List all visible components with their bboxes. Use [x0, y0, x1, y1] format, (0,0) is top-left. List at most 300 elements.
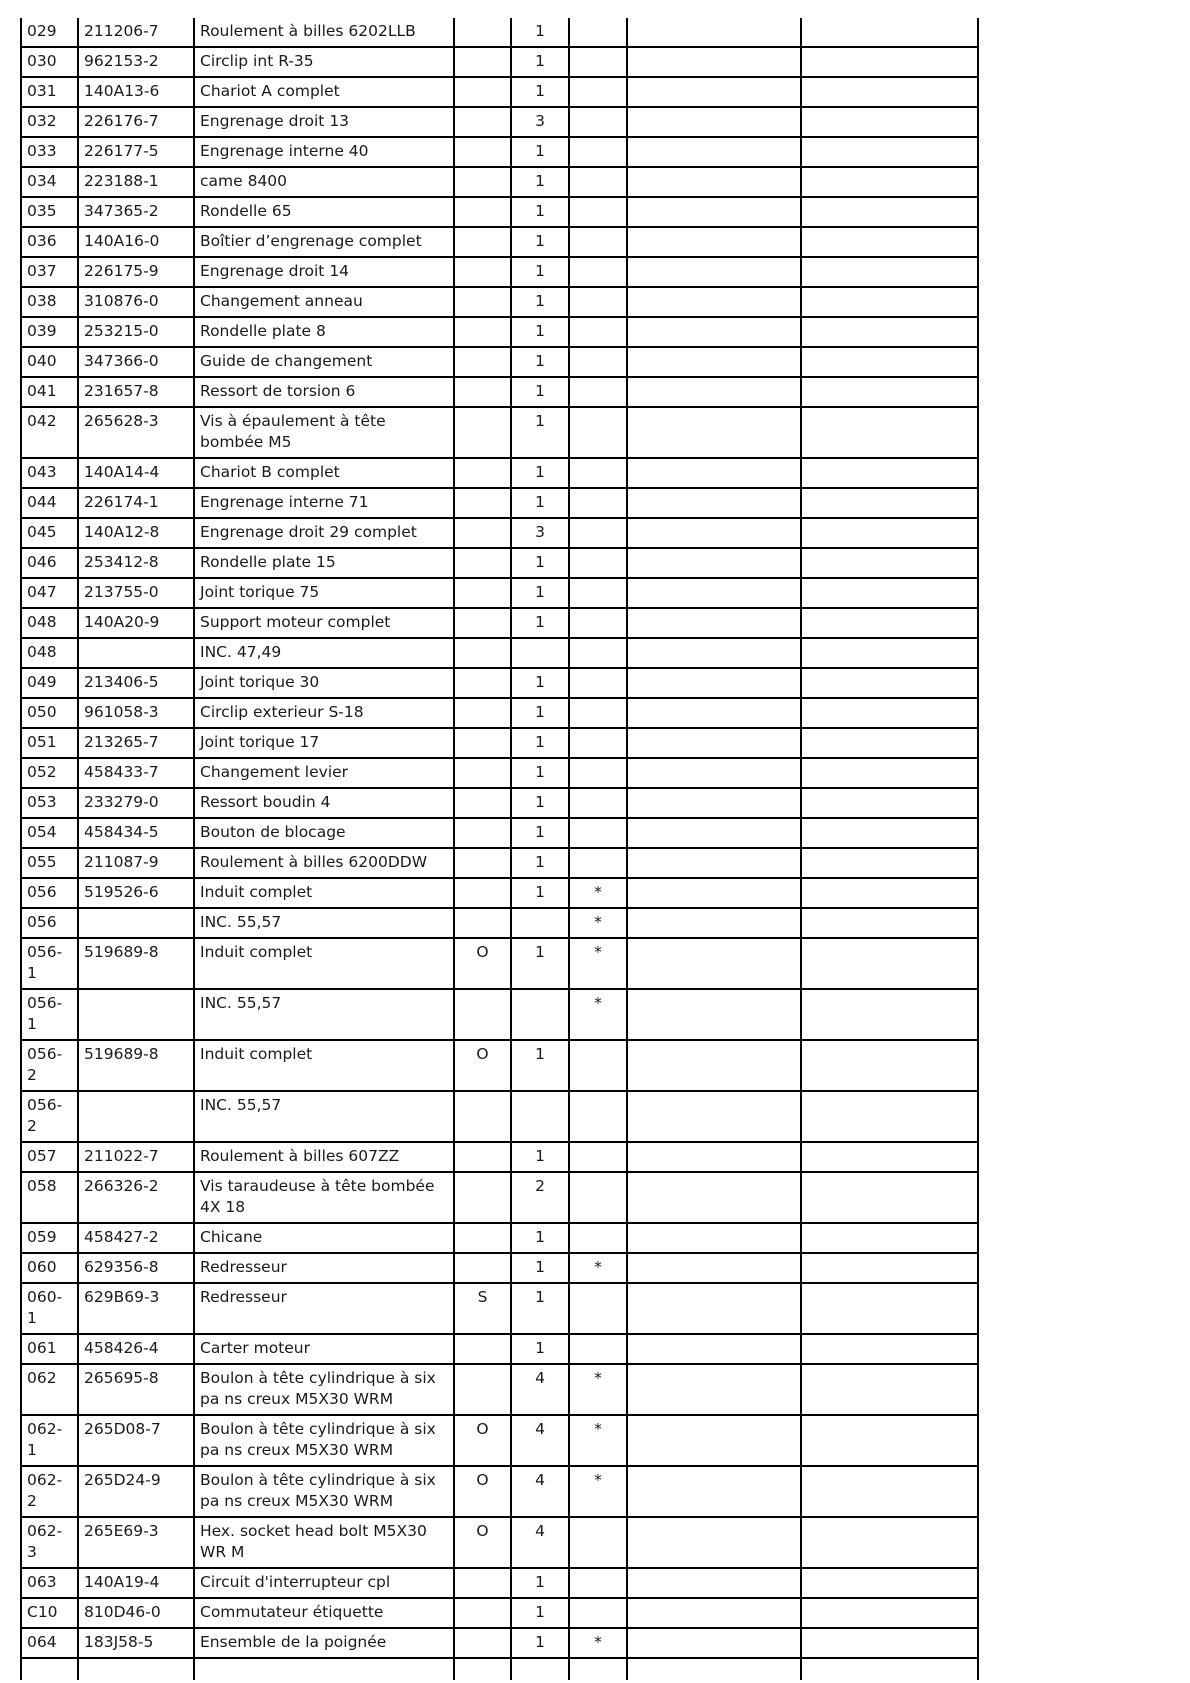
quantity-cell: 1 [511, 668, 569, 698]
item-number-cell: 062-3 [21, 1517, 78, 1568]
blank-cell [801, 578, 978, 608]
part-number-cell: 253215-0 [78, 317, 194, 347]
blank-cell [627, 377, 801, 407]
table-row [21, 1142, 978, 1172]
item-number-cell: 059 [21, 1223, 78, 1253]
blank-cell [627, 1172, 801, 1223]
table-row [21, 1568, 978, 1598]
table-row [21, 848, 978, 878]
table-row [21, 407, 978, 458]
option-code-cell [454, 18, 511, 47]
description-cell: Circlip exterieur S-18 [194, 698, 454, 728]
part-number-cell: 226177-5 [78, 137, 194, 167]
blank-cell [801, 287, 978, 317]
option-code-cell [454, 608, 511, 638]
part-number-cell [78, 638, 194, 668]
table-row [21, 47, 978, 77]
note-mark-cell [569, 47, 627, 77]
note-mark-cell [569, 1517, 627, 1568]
description-cell: Ressort boudin 4 [194, 788, 454, 818]
option-code-cell [454, 1334, 511, 1364]
blank-cell [627, 1253, 801, 1283]
note-mark-cell [569, 1598, 627, 1628]
blank-cell [627, 1091, 801, 1142]
quantity-cell: 1 [511, 377, 569, 407]
table-row [21, 488, 978, 518]
quantity-cell: 1 [511, 548, 569, 578]
table-row [21, 1334, 978, 1364]
blank-cell [627, 728, 801, 758]
option-code-cell: S [454, 1283, 511, 1334]
option-code-cell [454, 167, 511, 197]
part-number-cell: 810D46-0 [78, 1598, 194, 1628]
blank-cell [627, 107, 801, 137]
description-cell: Joint torique 75 [194, 578, 454, 608]
blank-cell [627, 347, 801, 377]
description-cell: Joint torique 17 [194, 728, 454, 758]
description-cell: INC. 55,57 [194, 908, 454, 938]
blank-cell [801, 377, 978, 407]
item-number-cell: 044 [21, 488, 78, 518]
blank-cell [454, 1658, 511, 1680]
blank-cell [801, 167, 978, 197]
quantity-cell: 2 [511, 1172, 569, 1223]
blank-cell [627, 518, 801, 548]
blank-cell [627, 1598, 801, 1628]
part-number-cell [78, 908, 194, 938]
item-number-cell: 056-2 [21, 1040, 78, 1091]
part-number-cell: 140A16-0 [78, 227, 194, 257]
table-row [21, 18, 978, 47]
part-number-cell: 211022-7 [78, 1142, 194, 1172]
description-cell: Chicane [194, 1223, 454, 1253]
table-row [21, 608, 978, 638]
part-number-cell: 213755-0 [78, 578, 194, 608]
blank-cell [627, 1517, 801, 1568]
note-mark-cell [569, 1568, 627, 1598]
blank-cell [627, 1142, 801, 1172]
table-row [21, 287, 978, 317]
description-cell: Redresseur [194, 1253, 454, 1283]
item-number-cell: 063 [21, 1568, 78, 1598]
quantity-cell: 1 [511, 407, 569, 458]
table-row [21, 698, 978, 728]
blank-cell [627, 47, 801, 77]
option-code-cell [454, 1253, 511, 1283]
quantity-cell [511, 1091, 569, 1142]
quantity-cell: 4 [511, 1517, 569, 1568]
option-code-cell [454, 458, 511, 488]
note-mark-cell [569, 287, 627, 317]
option-code-cell [454, 488, 511, 518]
parts-list-table [20, 18, 979, 1680]
item-number-cell: 040 [21, 347, 78, 377]
quantity-cell: 1 [511, 257, 569, 287]
blank-cell [627, 788, 801, 818]
quantity-cell: 1 [511, 1142, 569, 1172]
quantity-cell: 1 [511, 698, 569, 728]
quantity-cell: 1 [511, 137, 569, 167]
table-row [21, 758, 978, 788]
item-number-cell: 043 [21, 458, 78, 488]
table-row [21, 1466, 978, 1517]
description-cell: Chariot B complet [194, 458, 454, 488]
quantity-cell: 1 [511, 47, 569, 77]
blank-cell [801, 878, 978, 908]
item-number-cell: 037 [21, 257, 78, 287]
quantity-cell: 1 [511, 1283, 569, 1334]
description-cell: Vis à épaulement à tête bombée M5 [194, 407, 454, 458]
option-code-cell: O [454, 1466, 511, 1517]
blank-cell [801, 488, 978, 518]
blank-cell [801, 1223, 978, 1253]
blank-cell [801, 197, 978, 227]
note-mark-cell [569, 77, 627, 107]
blank-cell [627, 1364, 801, 1415]
option-code-cell [454, 1172, 511, 1223]
description-cell: Boulon à tête cylindrique à six pa ns creux M5X30 WRM [194, 1415, 454, 1466]
part-number-cell: 140A20-9 [78, 608, 194, 638]
item-number-cell: 062-2 [21, 1466, 78, 1517]
part-number-cell: 519689-8 [78, 1040, 194, 1091]
part-number-cell: 211206-7 [78, 18, 194, 47]
note-mark-cell [569, 107, 627, 137]
note-mark-cell: * [569, 1364, 627, 1415]
description-cell: Roulement à billes 6200DDW [194, 848, 454, 878]
item-number-cell: 036 [21, 227, 78, 257]
blank-cell [627, 908, 801, 938]
blank-cell [627, 287, 801, 317]
note-mark-cell [569, 818, 627, 848]
part-number-cell: 265695-8 [78, 1364, 194, 1415]
note-mark-cell [569, 347, 627, 377]
item-number-cell: 033 [21, 137, 78, 167]
note-mark-cell: * [569, 1628, 627, 1658]
description-cell: Engrenage droit 14 [194, 257, 454, 287]
item-number-cell: 049 [21, 668, 78, 698]
description-cell: Hex. socket head bolt M5X30 WR M [194, 1517, 454, 1568]
part-number-cell: 519689-8 [78, 938, 194, 989]
part-number-cell: 629B69-3 [78, 1283, 194, 1334]
item-number-cell: 058 [21, 1172, 78, 1223]
blank-cell [801, 347, 978, 377]
blank-cell [801, 989, 978, 1040]
blank-cell [801, 1364, 978, 1415]
option-code-cell [454, 578, 511, 608]
option-code-cell: O [454, 1517, 511, 1568]
quantity-cell: 1 [511, 848, 569, 878]
blank-cell [801, 758, 978, 788]
parts-list-body [21, 18, 978, 1680]
blank-cell [801, 1658, 978, 1680]
part-number-cell: 226175-9 [78, 257, 194, 287]
blank-cell [569, 1658, 627, 1680]
quantity-cell: 1 [511, 788, 569, 818]
blank-cell [627, 167, 801, 197]
option-code-cell [454, 638, 511, 668]
blank-cell [801, 1172, 978, 1223]
table-row [21, 1091, 978, 1142]
table-row [21, 818, 978, 848]
description-cell: INC. 47,49 [194, 638, 454, 668]
item-number-cell: 057 [21, 1142, 78, 1172]
blank-cell [627, 608, 801, 638]
part-number-cell: 265628-3 [78, 407, 194, 458]
blank-cell [801, 18, 978, 47]
quantity-cell: 1 [511, 758, 569, 788]
blank-cell [801, 227, 978, 257]
continuation-row [21, 1658, 978, 1680]
option-code-cell [454, 227, 511, 257]
table-row [21, 458, 978, 488]
item-number-cell: 045 [21, 518, 78, 548]
description-cell: Circlip int R-35 [194, 47, 454, 77]
note-mark-cell [569, 758, 627, 788]
blank-cell [801, 458, 978, 488]
quantity-cell: 1 [511, 347, 569, 377]
item-number-cell: 035 [21, 197, 78, 227]
quantity-cell: 4 [511, 1466, 569, 1517]
option-code-cell [454, 137, 511, 167]
note-mark-cell [569, 788, 627, 818]
blank-cell [801, 608, 978, 638]
blank-cell [627, 257, 801, 287]
description-cell: Induit complet [194, 1040, 454, 1091]
note-mark-cell [569, 578, 627, 608]
item-number-cell: 046 [21, 548, 78, 578]
part-number-cell: 223188-1 [78, 167, 194, 197]
quantity-cell: 1 [511, 938, 569, 989]
option-code-cell: O [454, 1040, 511, 1091]
blank-cell [801, 548, 978, 578]
blank-cell [801, 728, 978, 758]
item-number-cell: 056-2 [21, 1091, 78, 1142]
table-row [21, 227, 978, 257]
option-code-cell [454, 728, 511, 758]
blank-cell [627, 848, 801, 878]
option-code-cell [454, 197, 511, 227]
item-number-cell: 060-1 [21, 1283, 78, 1334]
note-mark-cell: * [569, 1466, 627, 1517]
note-mark-cell [569, 1172, 627, 1223]
blank-cell [627, 548, 801, 578]
quantity-cell: 1 [511, 878, 569, 908]
table-row [21, 728, 978, 758]
note-mark-cell: * [569, 908, 627, 938]
table-row [21, 137, 978, 167]
blank-cell [627, 1415, 801, 1466]
blank-cell [627, 458, 801, 488]
note-mark-cell: * [569, 1415, 627, 1466]
quantity-cell: 1 [511, 488, 569, 518]
option-code-cell [454, 407, 511, 458]
blank-cell [627, 137, 801, 167]
option-code-cell [454, 1628, 511, 1658]
item-number-cell: 056 [21, 878, 78, 908]
part-number-cell: 519526-6 [78, 878, 194, 908]
part-number-cell: 310876-0 [78, 287, 194, 317]
option-code-cell [454, 788, 511, 818]
table-row [21, 1364, 978, 1415]
item-number-cell: 056 [21, 908, 78, 938]
part-number-cell: 226174-1 [78, 488, 194, 518]
note-mark-cell [569, 227, 627, 257]
description-cell: Redresseur [194, 1283, 454, 1334]
quantity-cell: 1 [511, 1598, 569, 1628]
option-code-cell [454, 107, 511, 137]
blank-cell [801, 1466, 978, 1517]
part-number-cell: 140A13-6 [78, 77, 194, 107]
description-cell: Induit complet [194, 878, 454, 908]
quantity-cell: 1 [511, 317, 569, 347]
description-cell: Rondelle plate 15 [194, 548, 454, 578]
blank-cell [801, 848, 978, 878]
blank-cell [511, 1658, 569, 1680]
blank-cell [627, 1283, 801, 1334]
part-number-cell: 347365-2 [78, 197, 194, 227]
part-number-cell: 265E69-3 [78, 1517, 194, 1568]
blank-cell [801, 638, 978, 668]
note-mark-cell [569, 728, 627, 758]
part-number-cell: 183J58-5 [78, 1628, 194, 1658]
item-number-cell: 041 [21, 377, 78, 407]
note-mark-cell [569, 1223, 627, 1253]
note-mark-cell [569, 848, 627, 878]
option-code-cell [454, 548, 511, 578]
note-mark-cell [569, 407, 627, 458]
option-code-cell [454, 1598, 511, 1628]
note-mark-cell [569, 638, 627, 668]
blank-cell [801, 47, 978, 77]
quantity-cell [511, 989, 569, 1040]
quantity-cell: 1 [511, 1223, 569, 1253]
option-code-cell [454, 908, 511, 938]
option-code-cell [454, 1568, 511, 1598]
table-row [21, 518, 978, 548]
note-mark-cell [569, 488, 627, 518]
item-number-cell: 064 [21, 1628, 78, 1658]
blank-cell [627, 938, 801, 989]
table-row [21, 548, 978, 578]
item-number-cell: 055 [21, 848, 78, 878]
description-cell: Carter moteur [194, 1334, 454, 1364]
item-number-cell: 042 [21, 407, 78, 458]
description-cell: INC. 55,57 [194, 1091, 454, 1142]
blank-cell [801, 518, 978, 548]
note-mark-cell [569, 18, 627, 47]
note-mark-cell [569, 197, 627, 227]
table-row [21, 77, 978, 107]
quantity-cell: 4 [511, 1364, 569, 1415]
blank-cell [627, 578, 801, 608]
blank-cell [801, 1142, 978, 1172]
blank-cell [801, 1415, 978, 1466]
blank-cell [627, 1568, 801, 1598]
description-cell: Induit complet [194, 938, 454, 989]
blank-cell [78, 1658, 194, 1680]
quantity-cell: 1 [511, 1568, 569, 1598]
quantity-cell: 1 [511, 818, 569, 848]
note-mark-cell [569, 668, 627, 698]
item-number-cell: 051 [21, 728, 78, 758]
part-number-cell [78, 989, 194, 1040]
table-row [21, 1040, 978, 1091]
table-row [21, 878, 978, 908]
option-code-cell [454, 698, 511, 728]
note-mark-cell: * [569, 878, 627, 908]
description-cell: Support moteur complet [194, 608, 454, 638]
blank-cell [627, 989, 801, 1040]
option-code-cell [454, 1223, 511, 1253]
quantity-cell: 1 [511, 578, 569, 608]
table-row [21, 1517, 978, 1568]
blank-cell [627, 317, 801, 347]
item-number-cell: 047 [21, 578, 78, 608]
note-mark-cell [569, 548, 627, 578]
note-mark-cell [569, 1091, 627, 1142]
item-number-cell: 039 [21, 317, 78, 347]
blank-cell [627, 758, 801, 788]
item-number-cell: 030 [21, 47, 78, 77]
description-cell: Engrenage droit 29 complet [194, 518, 454, 548]
table-row [21, 1283, 978, 1334]
note-mark-cell [569, 1283, 627, 1334]
blank-cell [627, 77, 801, 107]
blank-cell [627, 1223, 801, 1253]
table-row [21, 377, 978, 407]
description-cell: Ressort de torsion 6 [194, 377, 454, 407]
description-cell: Rondelle plate 8 [194, 317, 454, 347]
table-row [21, 317, 978, 347]
item-number-cell: 056-1 [21, 989, 78, 1040]
blank-cell [627, 878, 801, 908]
item-number-cell: 029 [21, 18, 78, 47]
quantity-cell: 1 [511, 458, 569, 488]
part-number-cell: 961058-3 [78, 698, 194, 728]
item-number-cell: 031 [21, 77, 78, 107]
part-number-cell: 629356-8 [78, 1253, 194, 1283]
table-row [21, 167, 978, 197]
description-cell: Boulon à tête cylindrique à six pa ns creux M5X30 WRM [194, 1364, 454, 1415]
blank-cell [801, 668, 978, 698]
part-number-cell: 458426-4 [78, 1334, 194, 1364]
option-code-cell [454, 317, 511, 347]
part-number-cell: 231657-8 [78, 377, 194, 407]
description-cell: Vis taraudeuse à tête bombée 4X 18 [194, 1172, 454, 1223]
blank-cell [801, 1568, 978, 1598]
item-number-cell: 062 [21, 1364, 78, 1415]
item-number-cell: 053 [21, 788, 78, 818]
description-cell: Engrenage interne 40 [194, 137, 454, 167]
table-row [21, 989, 978, 1040]
quantity-cell: 1 [511, 18, 569, 47]
blank-cell [627, 18, 801, 47]
blank-cell [627, 407, 801, 458]
description-cell: Ensemble de la poignée [194, 1628, 454, 1658]
item-number-cell: 052 [21, 758, 78, 788]
part-number-cell: 962153-2 [78, 47, 194, 77]
note-mark-cell: * [569, 938, 627, 989]
description-cell: Chariot A complet [194, 77, 454, 107]
blank-cell [801, 1253, 978, 1283]
option-code-cell [454, 518, 511, 548]
item-number-cell: 062-1 [21, 1415, 78, 1466]
option-code-cell: O [454, 1415, 511, 1466]
part-number-cell: 458433-7 [78, 758, 194, 788]
table-row [21, 578, 978, 608]
item-number-cell: 034 [21, 167, 78, 197]
table-row [21, 938, 978, 989]
